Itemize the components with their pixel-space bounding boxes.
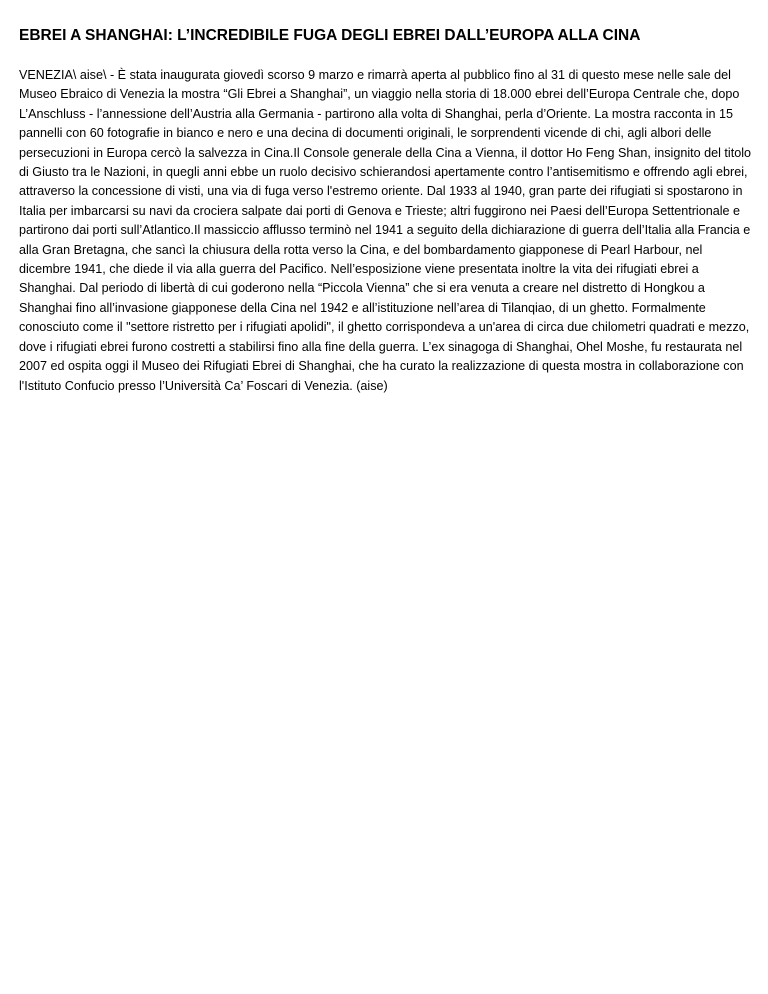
article-body: VENEZIA\ aise\ - È stata inaugurata giovedì scorso 9 marzo e rimarrà aperta al pubblico fino al 31 di questo mese nelle sale del Museo Ebraico di Venezia la mostra “Gli Ebrei a Shanghai”, un viaggio nella storia di 18.000 ebrei dell’Europa Centrale che, dopo L’Anschluss - l’annessione dell’Austria alla Germania - partirono alla volta di Shanghai, perla d’Oriente. La mostra racconta in 15 pannelli con 60 fotografie in bianco e nero e una decina di documenti originali, le sorprendenti vicende di chi, agli albori delle persecuzioni in Europa cercò la salvezza in Cina.Il Console generale della Cina a Vienna, il dottor Ho Feng Shan, insignito del titolo di Giusto tra le Nazioni, in quegli anni ebbe un ruolo decisivo schierandosi apertamente contro l’antisemitismo e offrendo agli ebrei, attraverso la concessione di visti, una via di fuga verso l'estremo oriente. Dal 1933 al 1940, gran parte dei rifugiati si spostarono in Italia per imbarcarsi su navi da crociera salpate dai porti di Genova e Trieste; altri fuggirono nei Paesi dell’Europa Settentrionale e partirono dai porti sull’Atlantico.Il massiccio afflusso terminò nel 1941 a seguito della dichiarazione di guerra dell’Italia alla Francia e alla Gran Bretagna, che sancì la chiusura della rotta verso la Cina, e del bombardamento giapponese di Pearl Harbour, nel dicembre 1941, che diede il via alla guerra del Pacifico. Nell’esposizione viene presentata inoltre la vita dei rifugiati ebrei a Shanghai. Dal periodo di libertà di cui goderono nella “Piccola Vienna” che si era venuta a creare nel distretto di Hongkou a Shanghai fino all’invasione giapponese della Cina nel 1942 e all’istituzione nell’area di Tilanqiao, di un ghetto. Formalmente conosciuto come il "settore ristretto per i rifugiati apolidi", il ghetto corrispondeva a un'area di circa due chilometri quadrati e mezzo, dove i rifugiati ebrei furono costretti a stabilirsi fino alla fine della guerra. L’ex sinagoga di Shanghai, Ohel Moshe, fu restaurata nel 2007 ed ospita oggi il Museo dei Rifugiati Ebrei di Shanghai, che ha curato la realizzazione di questa mostra in collaborazione con l'Istituto Confucio presso l’Università Ca’ Foscari di Venezia. (aise) [19, 68, 752, 393]
article-title: EBREI A SHANGHAI: L’INCREDIBILE FUGA DEGLI EBREI DALL’EUROPA ALLA CINA [19, 27, 641, 44]
article [19, 26, 755, 396]
